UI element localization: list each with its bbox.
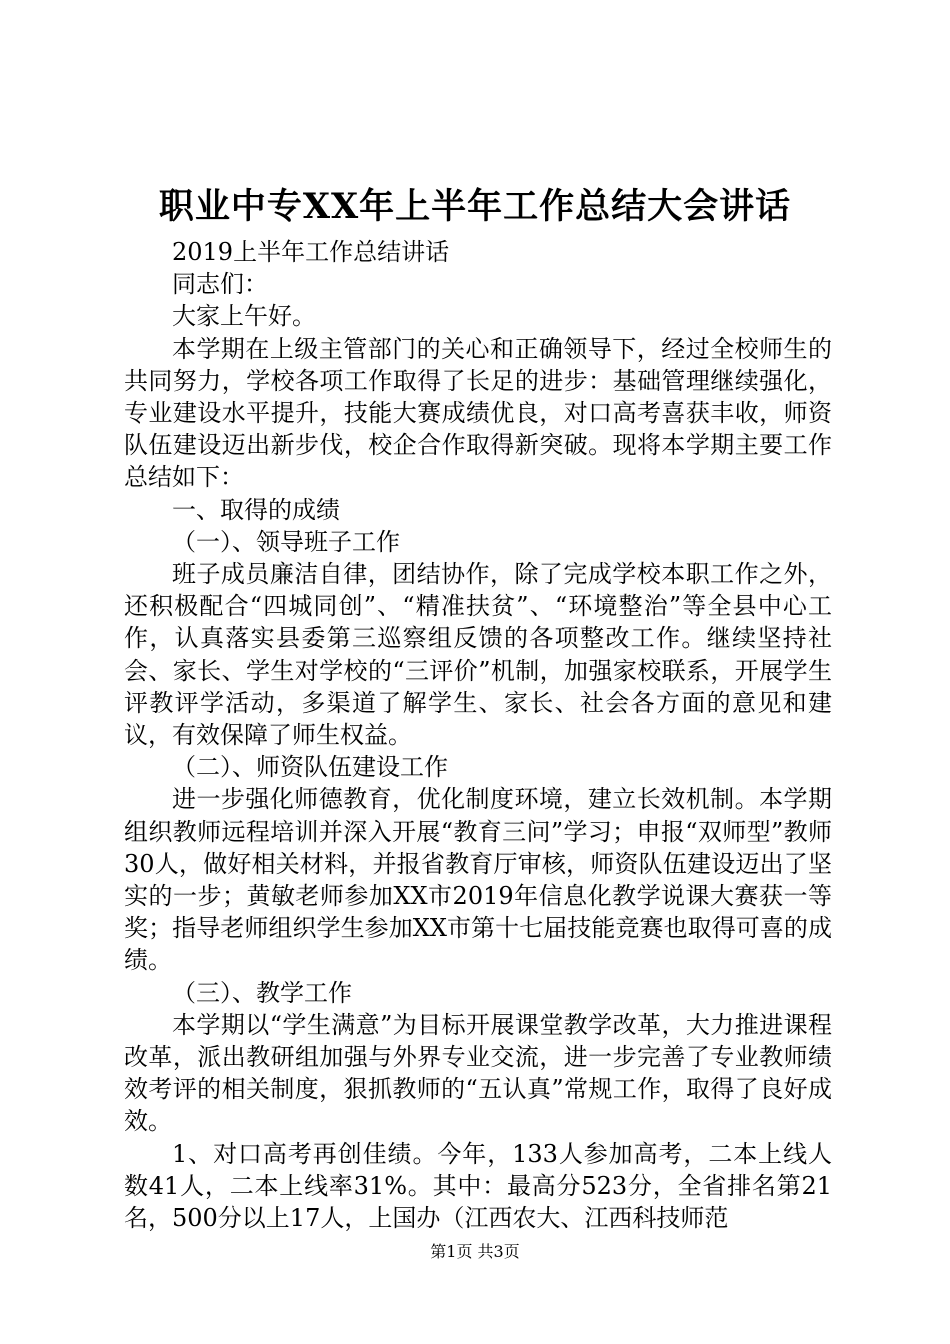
paragraph-teaching: 本学期以“学生满意”为目标开展课堂教学改革，大力推进课程改革，派出教研组加强与外界专业交流，进一步完善了专业教师绩效考评的相关制度，狠抓教师的“五认真”常规工作，取得了良好成效。 <box>124 1010 832 1136</box>
document-title: 职业中专XX年上半年工作总结大会讲话 <box>158 186 792 227</box>
paragraph-intro: 本学期在上级主管部门的关心和正确领导下，经过全校师生的共同努力，学校各项工作取得了长足的进步：基础管理继续强化，专业建设水平提升，技能大赛成绩优良，对口高考喜获丰收，师资队伍建设迈出新步伐，校企合作取得新突破。现将本学期主要工作总结如下： <box>124 334 832 492</box>
paragraph-subtitle: 2019上半年工作总结讲话 <box>172 238 450 266</box>
page-footer: 第1页 共3页 <box>430 1242 520 1261</box>
document-body <box>124 236 832 1234</box>
subsection-heading-leadership: （一）、领导班子工作 <box>172 527 400 556</box>
subsection-heading-teaching: （三）、教学工作 <box>172 978 352 1007</box>
paragraph-leadership: 班子成员廉洁自律，团结协作，除了完成学校本职工作之外，还积极配合“四城同创”、“精准扶贫”、“环境整治”等全县中心工作，认真落实县委第三巡察组反馈的各项整改工作。继续坚持社会、家长、学生对学校的“三评价”机制，加强家校联系，开展学生评教评学活动，多渠道了解学生、家长、社会各方面的意见和建议，有效保障了师生权益。 <box>124 560 832 750</box>
paragraph-greeting: 大家上午好。 <box>172 302 316 331</box>
section-heading-achievements: 一、取得的成绩 <box>172 495 340 524</box>
paragraph-exam-results: 1、对口高考再创佳绩。今年，133人参加高考，二本上线人数41人，二本上线率31%。其中：最高分523分，全省排名第21名，500分以上17人，上国办（江西农大、江西科技师范 <box>124 1139 832 1233</box>
paragraph-teachers: 进一步强化师德教育，优化制度环境，建立长效机制。本学期组织教师远程培训并深入开展“教育三问”学习；申报“双师型”教师30人，做好相关材料，并报省教育厅审核，师资队伍建设迈出了坚实的一步；黄敏老师参加XX市2019年信息化教学说课大赛获一等奖；指导老师组织学生参加XX市第十七届技能竞赛也取得可喜的成绩。 <box>124 785 832 975</box>
paragraph-salutation: 同志们： <box>172 270 268 299</box>
subsection-heading-teachers: （二）、师资队伍建设工作 <box>172 753 448 782</box>
